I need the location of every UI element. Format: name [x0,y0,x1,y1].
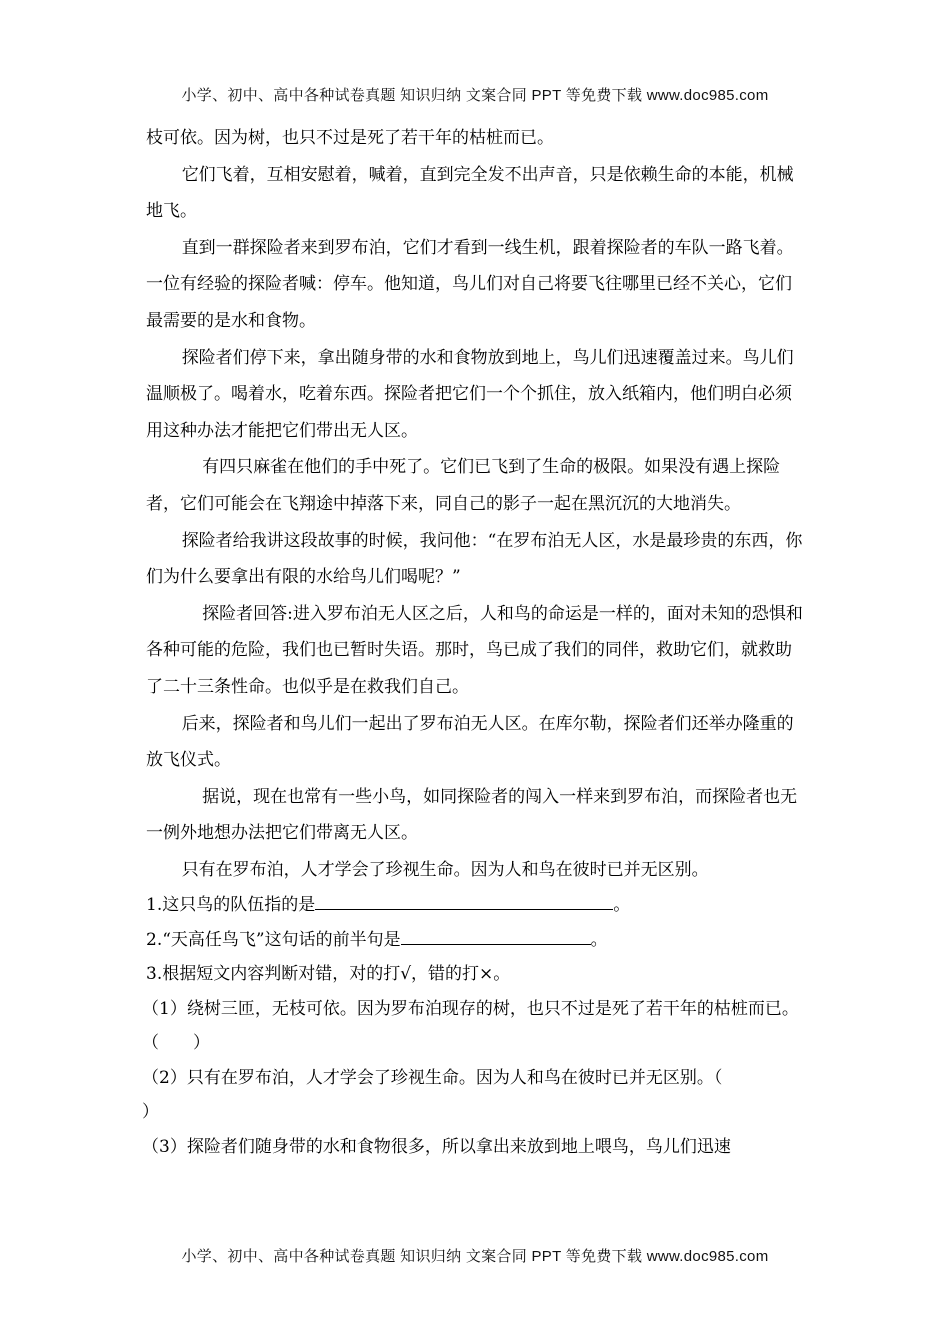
question-2 [146,923,806,958]
question-1-answer-blank[interactable] [315,891,613,910]
question-1-text: 1.这只鸟的队伍指的是 [146,895,316,916]
page-footer: 小学、初中、高中各种试卷真题 知识归纳 文案合同 PPT 等免费下载 www.doc985.com [181,1248,769,1265]
passage-paragraph: 枝可依。因为树，也只不过是死了若干年的枯桩而已。 [146,128,554,148]
passage-paragraph: 探险者回答:进入罗布泊无人区之后，人和鸟的命运是一样的，面对未知的恐惧和各种可能的危险，我们也已暂时失语。那时，鸟已成了我们的同伴，救助它们，就救助了二十三条性命。也似乎是在救我们自己。 [146,603,803,697]
passage-paragraph: 后来，探险者和鸟儿们一起出了罗布泊无人区。在库尔勒，探险者们还举办隆重的放飞仪式。 [146,713,794,771]
question-3-item-2-text: （2）只有在罗布泊，人才学会了珍视生命。因为人和鸟在彼时已并无区别。（ [142,1067,723,1088]
question-3-item-3: （3）探险者们随身带的水和食物很多，所以拿出来放到地上喂鸟，鸟儿们迅速 [142,1136,731,1157]
passage-paragraph: 探险者们停下来，拿出随身带的水和食物放到地上，鸟儿们迅速覆盖过来。鸟儿们温顺极了。喝着水，吃着东西。探险者把它们一个个抓住，放入纸箱内，他们明白必须用这种办法才能把它们带出无人区。 [146,347,794,441]
question-1 [146,888,806,923]
passage-paragraph: 直到一群探险者来到罗布泊，它们才看到一线生机，跟着探险者的车队一路飞着。一位有经验的探险者喊：停车。他知道，鸟儿们对自己将要飞往哪里已经不关心，它们最需要的是水和食物。 [146,237,794,331]
question-2-end: 。 [590,929,608,950]
question-3-item-2-bracket: ） [142,1102,159,1123]
question-2-answer-blank[interactable] [401,926,591,945]
question-3-item-1: （1）绕树三匝，无枝可依。因为罗布泊现存的树，也只不过是死了若干年的枯桩而已。（ ） [142,998,799,1054]
passage-paragraph: 据说，现在也常有一些小鸟，如同探险者的闯入一样来到罗布泊，而探险者也无一例外地想办法把它们带离无人区。 [146,786,798,844]
passage-paragraph: 只有在罗布泊，人才学会了珍视生命。因为人和鸟在彼时已并无区别。 [181,859,709,880]
page-header: 小学、初中、高中各种试卷真题 知识归纳 文案合同 PPT 等免费下载 www.doc985.com [181,87,769,104]
passage-paragraph: 有四只麻雀在他们的手中死了。它们已飞到了生命的极限。如果没有遇上探险者，它们可能会在飞翔途中掉落下来，同自己的影子一起在黑沉沉的大地消失。 [146,457,781,514]
document-body [142,120,806,1164]
passage-paragraph: 它们飞着，互相安慰着，喊着，直到完全发不出声音，只是依赖生命的本能，机械地飞。 [146,164,794,222]
question-1-end: 。 [613,895,631,916]
question-3-item-2 [142,1061,806,1130]
passage-paragraph: 探险者给我讲这段故事的时候，我问他：“在罗布泊无人区，水是最珍贵的东西，你们为什么要拿出有限的水给鸟儿们喝呢？” [146,530,803,588]
question-3-stem: 3.根据短文内容判断对错，对的打√，错的打×。 [146,964,511,985]
question-2-text: 2.“天高任鸟飞”这句话的前半句是 [146,929,401,950]
